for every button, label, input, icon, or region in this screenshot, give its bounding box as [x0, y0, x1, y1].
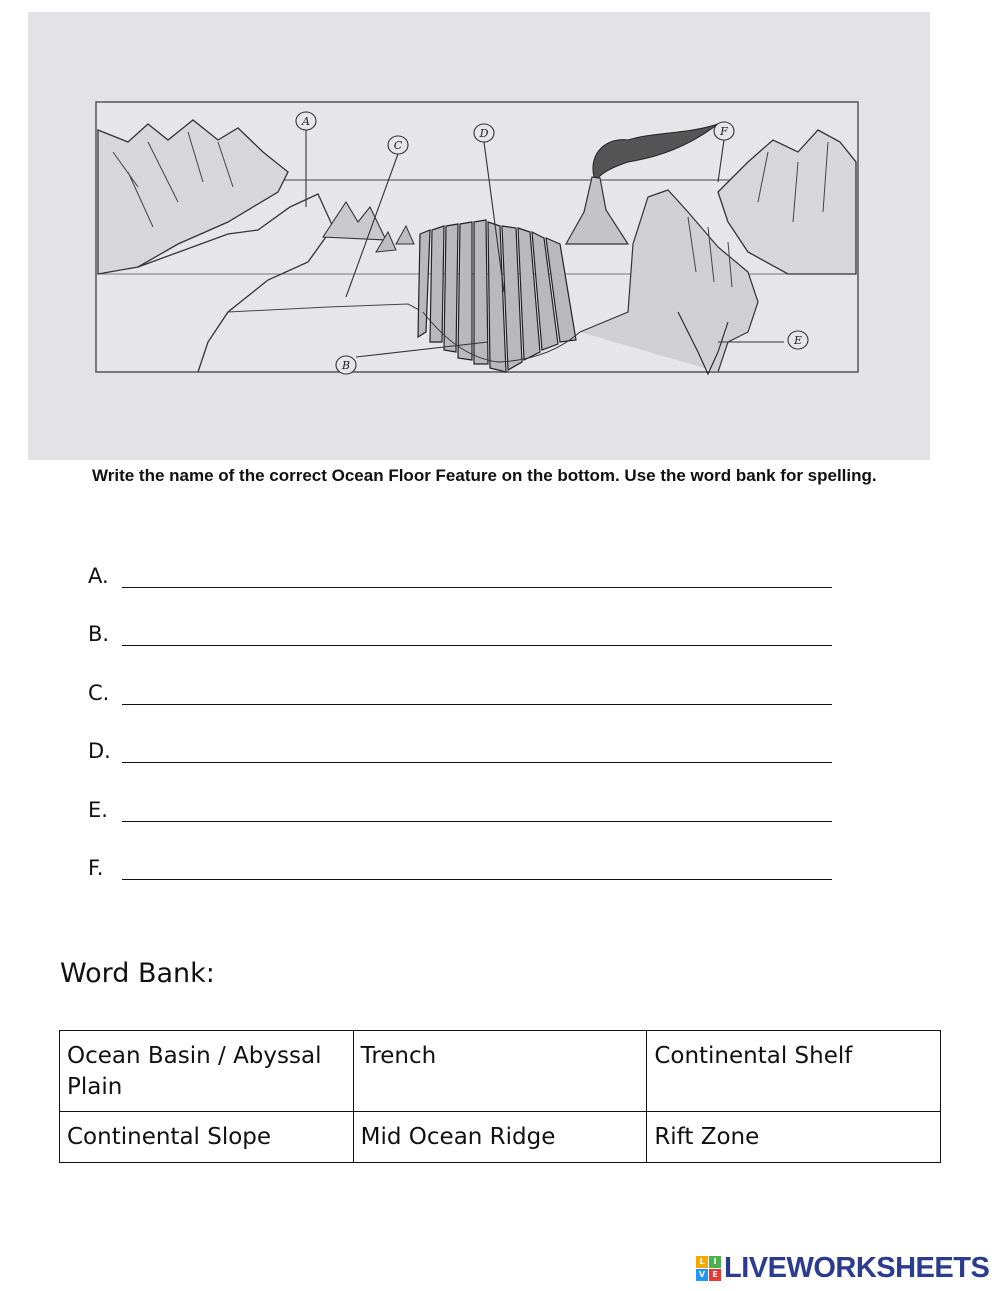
- answer-letter-f: F.: [88, 856, 104, 880]
- instructions-text: Write the name of the correct Ocean Floor Feature on the bottom. Use the word bank for spelling.: [92, 466, 877, 485]
- answer-input-b[interactable]: [122, 623, 832, 646]
- liveworksheets-logo-icon: L I V E: [696, 1256, 721, 1281]
- word-bank-cell: Trench: [353, 1031, 647, 1112]
- label-a: A: [302, 115, 310, 128]
- ocean-floor-diagram: [28, 12, 930, 460]
- label-d: D: [479, 127, 489, 140]
- label-b: B: [341, 359, 351, 372]
- label-f: F: [720, 125, 728, 138]
- word-bank-cell: Ocean Basin / Abyssal Plain: [60, 1031, 354, 1112]
- answer-row-e: [88, 790, 832, 822]
- word-bank-row: [60, 1112, 941, 1163]
- label-c: C: [393, 139, 403, 152]
- answer-input-c[interactable]: [122, 682, 832, 705]
- answer-letter-a: A.: [88, 564, 109, 588]
- word-bank-title: Word Bank:: [60, 958, 215, 989]
- answer-letter-e: E.: [88, 798, 108, 822]
- answer-input-d[interactable]: [122, 740, 832, 763]
- word-bank-table: [59, 1030, 941, 1163]
- ocean-floor-drawing: [28, 12, 930, 460]
- answer-row-b: [88, 614, 832, 646]
- answer-row-c: [88, 673, 832, 705]
- answer-letter-c: C.: [88, 681, 110, 705]
- answer-letter-b: B.: [88, 622, 110, 646]
- word-bank-cell: Mid Ocean Ridge: [353, 1112, 647, 1163]
- answer-letter-d: D.: [88, 739, 111, 763]
- word-bank-cell: Rift Zone: [647, 1112, 941, 1163]
- answer-input-f[interactable]: [122, 857, 832, 880]
- answer-input-e[interactable]: [122, 799, 832, 822]
- answer-row-f: [88, 848, 832, 880]
- brand-name: LIVEWORKSHEETS: [724, 1252, 990, 1284]
- label-e: E: [793, 334, 803, 347]
- answer-row-d: [88, 731, 832, 763]
- word-bank-row: [60, 1031, 941, 1112]
- word-bank-cell: Continental Slope: [60, 1112, 354, 1163]
- answer-input-a[interactable]: [122, 565, 832, 588]
- word-bank-cell: Continental Shelf: [647, 1031, 941, 1112]
- liveworksheets-brand[interactable]: [696, 1252, 989, 1285]
- answer-row-a: [88, 556, 832, 588]
